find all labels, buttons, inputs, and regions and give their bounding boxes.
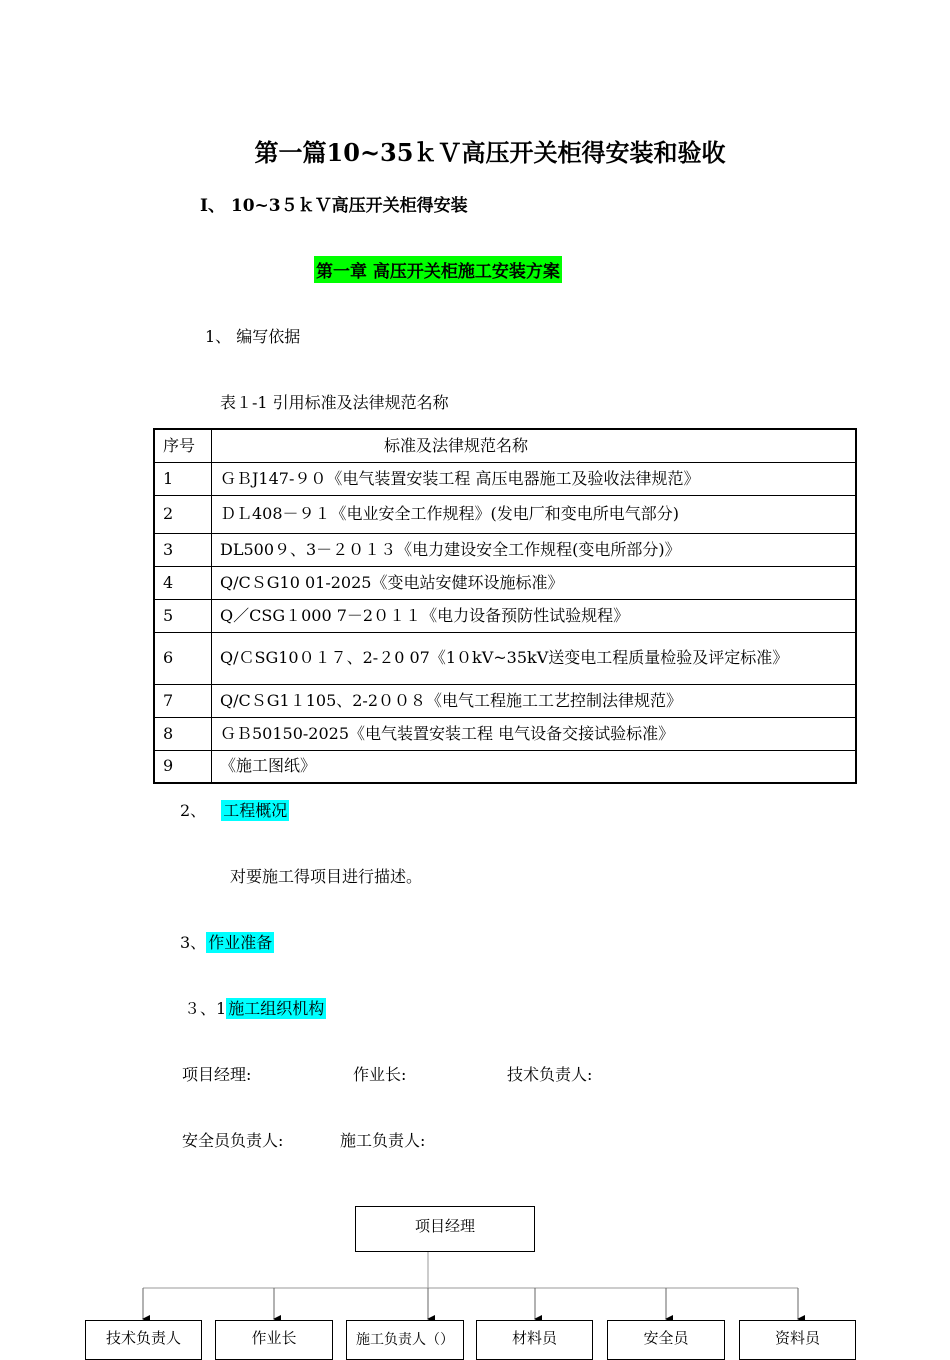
- org-root-label: 项目经理: [414, 1217, 475, 1235]
- row-standard: DL500９、3－２０１３《电力建设安全工作规程(变电所部分)》: [212, 533, 857, 566]
- row-index: 3: [154, 533, 212, 566]
- row-standard: Q/CＳG1１105、2-2００８《电气工程施工工艺控制法律规范》: [212, 684, 857, 717]
- section-2-number: 2、: [180, 801, 207, 820]
- row-standard: ＤＬ408－９１《电业安全工作规程》(发电厂和变电所电气部分): [212, 495, 857, 533]
- role-construction-lead: 施工负责人:: [340, 1131, 426, 1150]
- section-3-number: 3、: [180, 933, 207, 952]
- row-standard: Q/CＳG10 01-2025《变电站安健环设施标准》: [212, 566, 857, 599]
- org-child-label: 安全员: [643, 1329, 689, 1347]
- org-root-box: [355, 1206, 535, 1252]
- org-child-box: [215, 1320, 333, 1360]
- row-index: 2: [154, 495, 212, 533]
- section-1-heading: 1、 编写依据: [205, 327, 301, 346]
- header-index: 序号: [154, 429, 212, 462]
- org-child-box: [739, 1320, 856, 1360]
- row-standard: Q/ＣSG10０１７、2-２0 07《1０kV~35kV送变电工程质量检验及评定标准》: [212, 632, 857, 684]
- row-index: 7: [154, 684, 212, 717]
- row-standard: ＧＢJ147-９０《电气装置安装工程 高压电器施工及验收法律规范》: [212, 462, 857, 495]
- table-caption: 表１-1 引用标准及法律规范名称: [220, 393, 449, 412]
- org-child-label: 技术负责人: [105, 1329, 181, 1347]
- row-index: 5: [154, 599, 212, 632]
- role-technical-lead: 技术负责人:: [507, 1065, 593, 1084]
- row-standard: Q／CSG１000 7－2０１１《电力设备预防性试验规程》: [212, 599, 857, 632]
- org-child-label: 作业长: [251, 1329, 297, 1347]
- org-child-box: [85, 1320, 202, 1360]
- org-child-label: 施工负责人（）: [356, 1332, 454, 1348]
- section-3-title: 作业准备: [208, 933, 273, 952]
- org-child-label: 资料员: [774, 1329, 820, 1347]
- org-child-label: 材料员: [511, 1329, 557, 1347]
- row-index: 6: [154, 632, 212, 684]
- org-child-box: [346, 1320, 464, 1360]
- header-name: 标准及法律规范名称: [212, 429, 857, 462]
- section-2-title: 工程概况: [223, 801, 288, 820]
- section-2-body: 对要施工得项目进行描述。: [230, 867, 423, 886]
- org-child-box: [476, 1320, 593, 1360]
- row-index: 8: [154, 717, 212, 750]
- row-index: 9: [154, 750, 212, 783]
- part-heading: I、 10~3５ｋＶ高压开关柜得安装: [200, 196, 468, 216]
- row-index: 1: [154, 462, 212, 495]
- chapter-heading: 第一章 高压开关柜施工安装方案: [314, 256, 562, 283]
- role-safety-lead: 安全员负责人:: [182, 1131, 284, 1150]
- row-standard: ＧＢ50150-2025《电气装置安装工程 电气设备交接试验标准》: [212, 717, 857, 750]
- document-title: 第一篇10~35ｋＶ高压开关柜得安装和验收: [254, 138, 726, 167]
- role-project-manager: 项目经理:: [182, 1065, 252, 1084]
- role-foreman: 作业长:: [353, 1065, 407, 1084]
- section-3-1-number: ３、1: [184, 999, 227, 1018]
- row-index: 4: [154, 566, 212, 599]
- section-3-1-title: 施工组织机构: [228, 999, 325, 1018]
- org-child-box: [607, 1320, 725, 1360]
- row-standard: 《施工图纸》: [212, 750, 857, 783]
